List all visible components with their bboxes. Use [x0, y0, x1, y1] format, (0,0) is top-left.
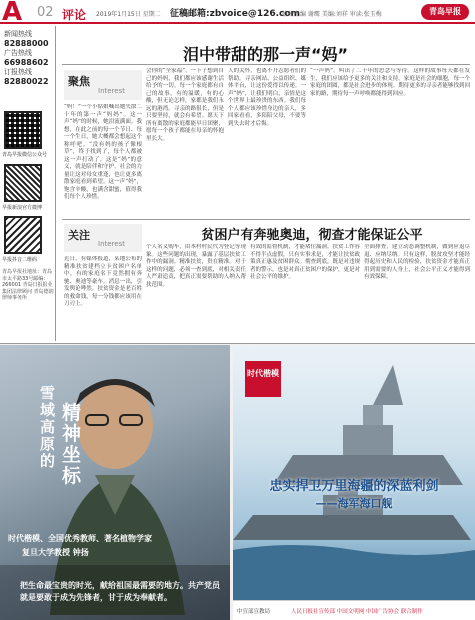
- focus-column-header: [64, 70, 142, 100]
- wechat-qr-caption: 青岛早报微信公众号: [2, 152, 48, 158]
- focus-body: “妈！”一个小姑娘喊出她失散二十年的第一声“妈妈”。这一声“妈”的时候，她泪流满面。我想，在此之前的每一个节日、每一个生日，她大概都会想起这个称呼吧。“没有妈的孩子像根草”，终于找到了，每个人都被这一声打动了。这是“妈”的意义，就是陪伴和守护。社会的力量让这对母女重逢，也让更多离散家庭看到希望。这一声“妈”，饱含辛酸，也满含甜蜜，值得我们每个人珍惜。: [64, 104, 142, 200]
- weibo-qr-caption: 早报新浪官方微博: [2, 205, 43, 211]
- article-col7: 有效的监督机制，才能堵住漏洞。扶贫工作容不得半点虚假，只有实事求是，才能让扶贫政策真正惠及贫困群众。彻查到底，既是对违规者的警示，也是对真正贫困户的保护，更是对社会公平的维护。: [250, 244, 360, 280]
- role-model-badge: 时代楷模: [245, 361, 281, 397]
- second-headline: 贫困户有奔驰奥迪，彻查才能保证公平: [201, 228, 423, 243]
- page-number: 02: [37, 5, 54, 20]
- zhong-yang-photo-panel: [0, 345, 230, 620]
- subscribe-hotline-number: 82880022: [4, 77, 49, 86]
- warship-illustration: [233, 345, 475, 600]
- name-caption: 复旦大学教授 钟扬: [22, 548, 89, 557]
- article-col3: 人的关怀，也离不开志愿者们的帮助。寻亲网站、公益组织、媒体平台，让这份爱得以传递。一声“妈”，让我们明白，亲情是这个世界上最珍贵的东西。我们每个人都应该珍惜身边的亲人，多回家看看，多陪陪父母，不要等到失去时才后悔。: [228, 68, 306, 127]
- attention-title: 关注: [68, 229, 90, 242]
- main-headline: 泪中带甜的那一声“妈”: [182, 45, 349, 64]
- left-sidebar: [0, 26, 53, 316]
- staff-credits: 值班主编 谢鹰 美编:刘祥 审读:张玉梅: [282, 11, 382, 18]
- focus-subtitle: Interest: [98, 87, 125, 95]
- weibo-qr-code[interactable]: [4, 164, 42, 202]
- ad-hotline-number: 66988602: [4, 58, 49, 67]
- sidebar-divider: [55, 26, 56, 341]
- focus-title: 聚焦: [68, 75, 90, 88]
- section-name: 评论: [62, 8, 87, 22]
- news-hotline-number: 82888000: [4, 39, 49, 48]
- attention-column-header: [64, 224, 142, 252]
- douyin-qr-caption: 早报抖音二维码: [2, 257, 38, 263]
- article-col2: 会你的“全家福”。一下子想到自己的妈妈，我们都应该感谢生活给予的一切。每一个家庭都有自己的故事，有的温暖，有的心酸，但无论怎样，家都是我们永远的港湾。寻亲的路很长，但是只要坚持，就会有希望。愿天下所有离散的家庭都能早日团聚，愿每一个孩子都能在母亲的怀抱里长大。: [146, 68, 224, 142]
- headline-rule: [62, 64, 470, 65]
- quote-text: 把生命最宝贵的时光，献给祖国最需要的地方。共产党员就是要敢于成为先锋者，甘于成为奉献者。: [20, 580, 220, 602]
- submission-email[interactable]: 征稿邮箱:zbvoice@126.com: [170, 9, 300, 19]
- hotline-block: [4, 30, 52, 86]
- article-col8: 全面排查，建立动态调整机制，做到应退尽退、应纳尽纳。只有这样，脱贫攻坚才能经得起历史和人民的检验，扶贫资金才能真正用到需要的人身上，社会公平正义才能得到有效保障。: [364, 244, 470, 280]
- address-info: 青岛早报社地址：青岛市太平路33号邮编：266001 青岛日报报业集团法律顾问 青岛德润律师事务所: [2, 269, 54, 301]
- footer-left-credit: 中宣部宣教局: [237, 609, 271, 615]
- news-hotline-label: 新闻热线: [4, 30, 32, 38]
- page-header: [0, 0, 475, 27]
- douyin-qr-code[interactable]: [4, 216, 42, 254]
- honor-caption: 时代楷模、全国优秀教师、著名植物学家: [8, 534, 152, 543]
- attention-body: 近日，有媒体报道，某地公布的精准扶贫建档立卡贫困户名单中，有的家庭名下竟然拥有奔驰、奥迪等豪车。消息一出，引发舆论哗然。扶贫资金是老百姓的救命钱，每一分钱都应该用在刀刃上。: [64, 256, 142, 307]
- article-separator: [62, 219, 470, 220]
- footer-right-credit: 人民日报社宣传部 中国文明网 中国广告协会 联合制作: [291, 609, 423, 615]
- vertical-title-1: 雪域高原的: [40, 384, 56, 470]
- page-letter: A: [2, 0, 23, 27]
- ship-panel-footer: [233, 600, 475, 620]
- ship-panel-subtitle: ——海军海口舰: [315, 497, 393, 510]
- article-col4: “一声妈”，叫出了二十年的思念与等待。这样的故事每天都在发生，我们应该给予更多的关注和支持。家庭是社会的细胞，每一个家庭的团圆，都是社会进步的体现。期待更多的寻亲者能够找到回家的路，期待每一声呼唤都能得到回应。: [310, 68, 470, 97]
- haikou-ship-panel: [233, 345, 475, 600]
- date-line: 2019年1月15日 星期二: [96, 11, 161, 18]
- wechat-qr-code[interactable]: [4, 111, 42, 149]
- attention-subtitle: Interest: [98, 240, 125, 248]
- vertical-title-2: 精神坐标: [62, 402, 82, 487]
- ad-hotline-label: 广告热线: [4, 49, 32, 57]
- subscribe-hotline-label: 订报热线: [4, 68, 32, 76]
- article-col6: 个人名义购车，由本村村民代为登记等现象。这些问题的出现，暴露了基层扶贫工作中的漏洞。精准扶贫，贵在精准。对于这样的问题，必须一查到底，对相关责任人严肃追责，把真正需要帮助的人纳入帮扶范围。: [146, 244, 246, 288]
- newspaper-logo: 青岛早报: [421, 4, 469, 20]
- ship-panel-title: 忠实捍卫万里海疆的深蓝利剑: [269, 479, 439, 494]
